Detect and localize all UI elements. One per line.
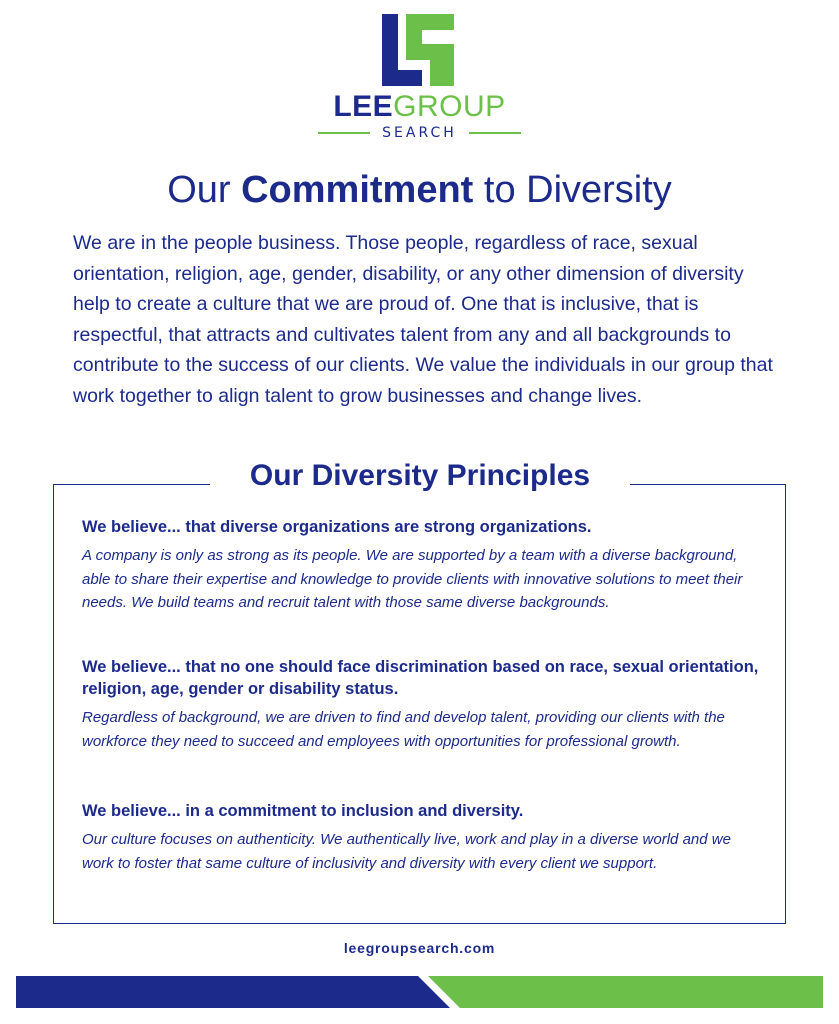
- title-suffix: to Diversity: [473, 169, 672, 211]
- brand-name-group: GROUP: [393, 90, 506, 123]
- principle-heading: We believe... that diverse organizations are strong organizations.: [82, 518, 592, 536]
- brand-name-lee: LEE: [333, 90, 394, 123]
- title-prefix: Our: [167, 169, 242, 211]
- lg-monogram-icon: [382, 14, 454, 86]
- footer-color-bar: [16, 976, 823, 1008]
- principle-heading: We believe... that no one should face discrimination based on race, sexual orientation, religion, age, gender or disability status.: [82, 658, 759, 698]
- brand-tagline: SEARCH: [382, 125, 457, 141]
- tagline-rule-right: [469, 132, 521, 134]
- principle-heading: We believe... in a commitment to inclusion and diversity.: [82, 802, 524, 820]
- principle-body: Our culture focuses on authenticity. We authentically live, work and play in a diverse world and we work to foster that same culture of inclusivity and diversity with every client we support.: [82, 831, 731, 872]
- intro-paragraph: We are in the people business. Those people, regardless of race, sexual orientation, religion, age, gender, disability, or any other dimension of diversity help to create a culture that we are proud of. One that is inclusive, that is respectful, that attracts and cultivates talent from any and all backgrounds to contribute to the success of our clients. We value the individuals in our group that work together to align talent to grow businesses and change lives.: [73, 232, 773, 407]
- website-url: leegroupsearch.com: [343, 940, 496, 956]
- principle-body: A company is only as strong as its people. We are supported by a team with a diverse background, able to share their expertise and knowledge to provide clients with innovative solutions to meet their needs. We build teams and recruit talent with those same diverse backgrounds.: [82, 547, 743, 611]
- title-emphasis: Commitment: [241, 169, 474, 211]
- page-title: [0, 166, 839, 214]
- tagline-rule-left: [318, 132, 370, 134]
- principle-item: [82, 656, 762, 753]
- principle-item: [82, 516, 762, 615]
- brand-wordmark: [0, 90, 839, 124]
- brand-tagline-row: [0, 124, 839, 142]
- principles-heading: Our Diversity Principles: [210, 456, 630, 496]
- principle-body: Regardless of background, we are driven to find and develop talent, providing our clients with the workforce they need to succeed and employees with opportunities for professional growth.: [82, 709, 725, 750]
- principle-item: [82, 800, 762, 875]
